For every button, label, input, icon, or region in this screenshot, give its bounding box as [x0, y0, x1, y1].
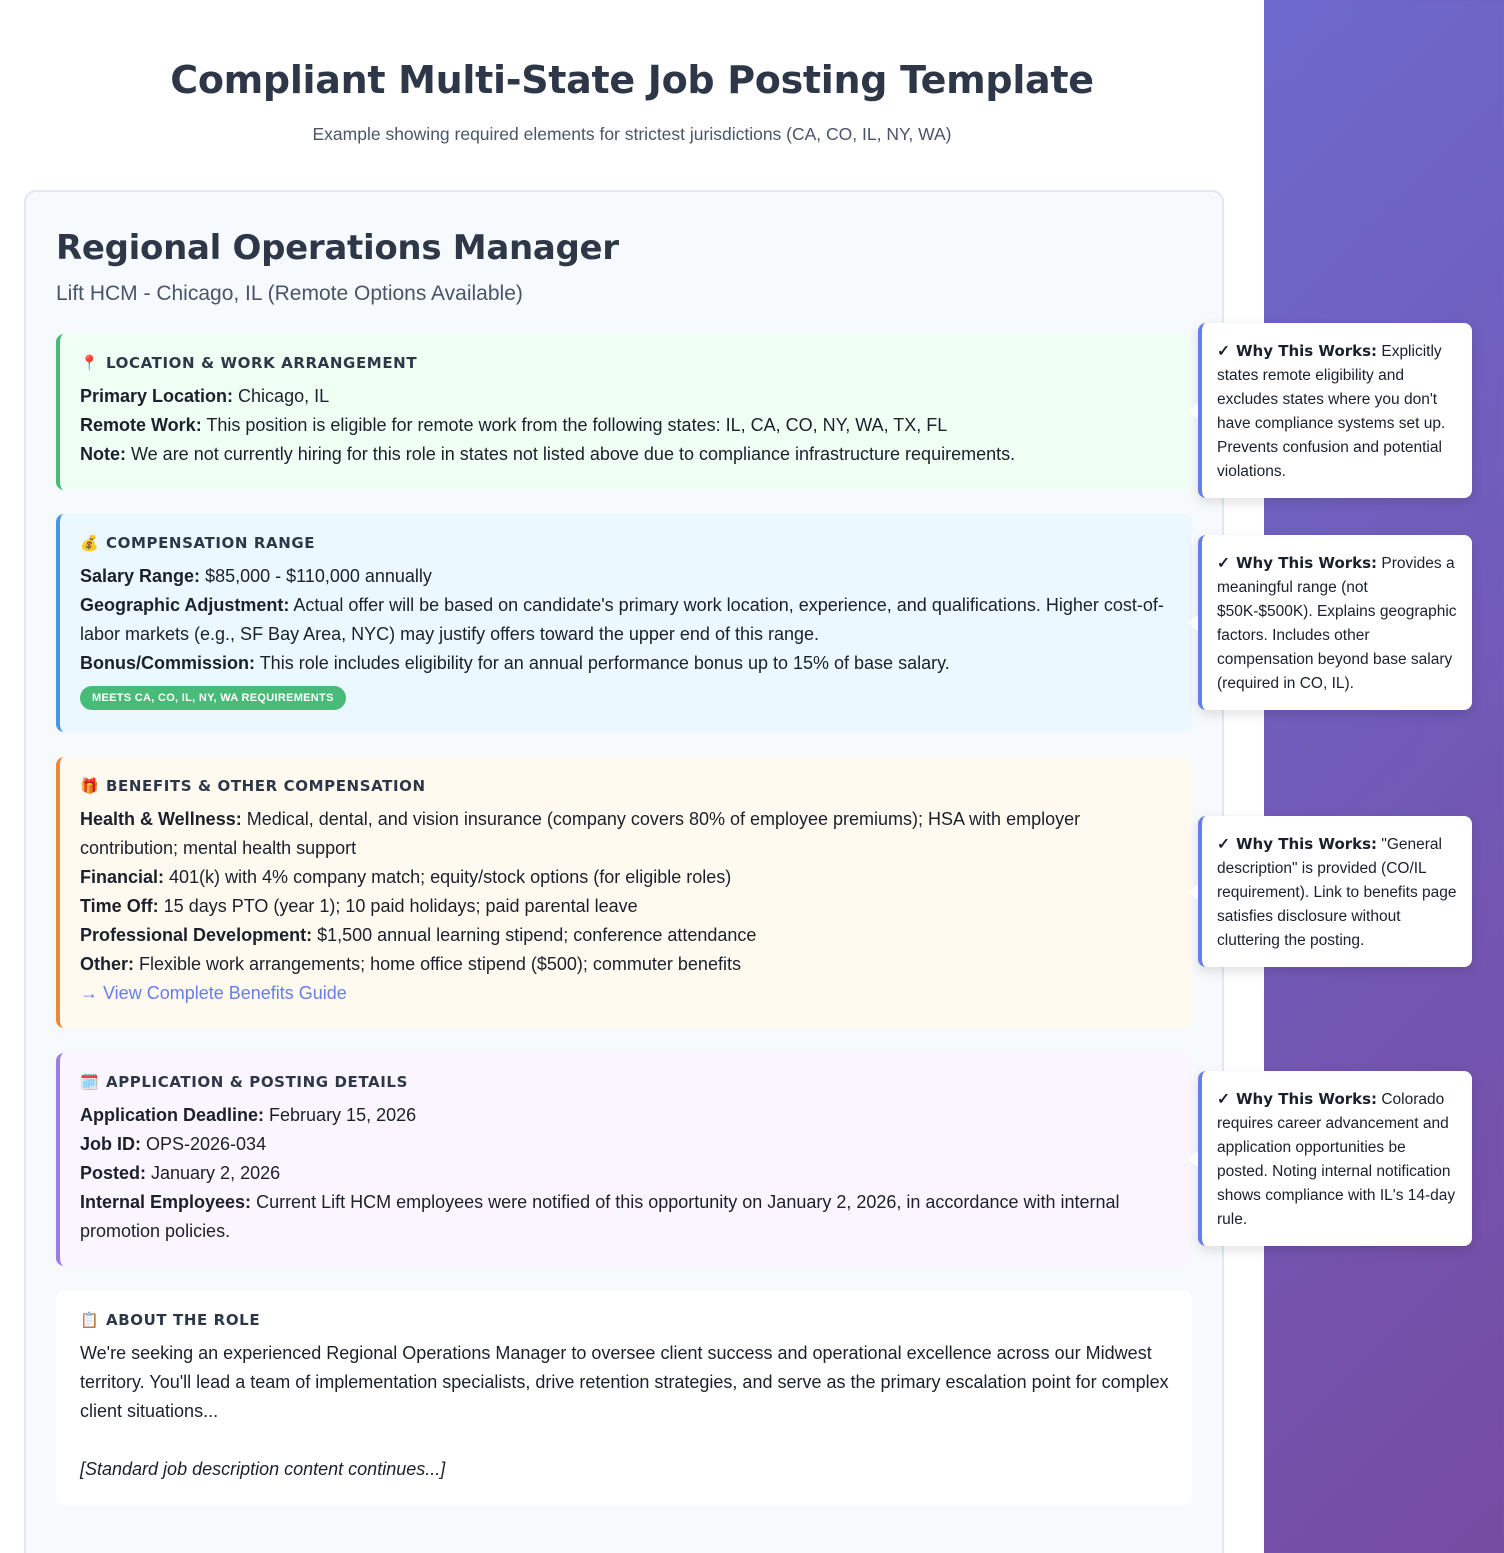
- benefits-guide-link[interactable]: → View Complete Benefits Guide: [80, 983, 347, 1003]
- detail-value: January 2, 2026: [146, 1163, 281, 1183]
- note-text: Explicitly states remote eligibility and excludes states where you don't have compliance systems set up. Prevents confusion and potential violations.: [1217, 343, 1446, 480]
- detail-label: Salary Range:: [80, 566, 201, 586]
- why-this-works-note-benefits: [1198, 816, 1472, 967]
- detail-label: Geographic Adjustment:: [80, 595, 290, 615]
- note-label: Why This Works:: [1236, 554, 1378, 572]
- detail-value: Flexible work arrangements; home office stipend ($500); commuter benefits: [134, 954, 741, 974]
- detail-label: Job ID:: [80, 1134, 141, 1154]
- section-application: [56, 1053, 1192, 1266]
- role-description: We're seeking an experienced Regional Operations Manager to oversee client success and operational excellence across our Midwest territory. You'll lead a team of implementation specialists, drive retention strategies, and serve as the primary escalation point for complex client situations...: [80, 1343, 1169, 1421]
- checkmark-icon: ✓: [1217, 836, 1230, 853]
- page-subtitle: Example showing required elements for strictest jurisdictions (CA, CO, IL, NY, WA): [312, 124, 952, 144]
- detail-line: [80, 649, 1172, 678]
- continuation-note: [Standard job description content continues...]: [80, 1459, 446, 1479]
- detail-value: Chicago, IL: [233, 386, 330, 406]
- section-title: LOCATION & WORK ARRANGEMENT: [106, 354, 418, 372]
- detail-value: Actual offer will be based on candidate's primary work location, experience, and qualifications. Higher cost-of-labor markets (e.g., SF Bay Area, NYC) may justify offers toward the upper end of this range.: [80, 595, 1164, 644]
- why-this-works-note-application: [1198, 1071, 1472, 1246]
- job-company-location: Lift HCM - Chicago, IL (Remote Options Available): [56, 282, 523, 305]
- detail-value: $85,000 - $110,000 annually: [200, 566, 432, 586]
- detail-line: [80, 591, 1172, 649]
- detail-label: Internal Employees:: [80, 1192, 252, 1212]
- checkmark-icon: ✓: [1217, 343, 1230, 360]
- detail-label: Remote Work:: [80, 415, 202, 435]
- detail-line: [80, 382, 1172, 411]
- section-compensation: [56, 514, 1192, 732]
- section-benefits: [56, 757, 1192, 1028]
- detail-label: Note:: [80, 444, 126, 464]
- page-header: [0, 0, 1264, 145]
- detail-value: 401(k) with 4% company match; equity/stock options (for eligible roles): [164, 867, 732, 887]
- note-text: Provides a meaningful range (not $50K-$500K). Explains geographic factors. Includes other compensation beyond base salary (required in CO, IL).: [1217, 555, 1457, 692]
- pushpin-icon: 📍: [80, 354, 100, 372]
- section-title: COMPENSATION RANGE: [106, 534, 316, 552]
- detail-value: February 15, 2026: [264, 1105, 417, 1125]
- detail-line: [80, 805, 1172, 863]
- why-this-works-note-location: [1198, 323, 1472, 498]
- section-title: ABOUT THE ROLE: [106, 1311, 261, 1329]
- compliance-badge: MEETS CA, CO, IL, NY, WA REQUIREMENTS: [80, 686, 346, 710]
- section-location: [56, 334, 1192, 490]
- detail-line: [80, 1130, 1172, 1159]
- gift-icon: 🎁: [80, 777, 100, 795]
- section-title: APPLICATION & POSTING DETAILS: [106, 1073, 408, 1091]
- section-title: BENEFITS & OTHER COMPENSATION: [106, 777, 426, 795]
- detail-label: Professional Development:: [80, 925, 313, 945]
- detail-line: [80, 921, 1172, 950]
- note-label: Why This Works:: [1236, 342, 1378, 360]
- detail-label: Bonus/Commission:: [80, 653, 256, 673]
- detail-value: $1,500 annual learning stipend; conference attendance: [312, 925, 757, 945]
- detail-value: OPS-2026-034: [141, 1134, 267, 1154]
- section-about-role: [56, 1291, 1192, 1505]
- detail-line: [80, 411, 1172, 440]
- checkmark-icon: ✓: [1217, 1091, 1230, 1108]
- detail-label: Health & Wellness:: [80, 809, 242, 829]
- detail-line: [80, 1101, 1172, 1130]
- job-posting-card: [24, 190, 1224, 1553]
- detail-value: This role includes eligibility for an annual performance bonus up to 15% of base salary.: [255, 653, 950, 673]
- job-title: Regional Operations Manager: [56, 228, 619, 268]
- section-heading: [80, 534, 1172, 552]
- detail-line: [80, 1159, 1172, 1188]
- detail-value: 15 days PTO (year 1); 10 paid holidays; paid parental leave: [158, 896, 638, 916]
- detail-line: [80, 1188, 1172, 1246]
- detail-label: Application Deadline:: [80, 1105, 265, 1125]
- detail-line: [80, 863, 1172, 892]
- detail-value: Medical, dental, and vision insurance (company covers 80% of employee premiums); HSA with employer contribution; mental health support: [80, 809, 1081, 858]
- detail-value: We are not currently hiring for this role in states not listed above due to compliance infrastructure requirements.: [126, 444, 1016, 464]
- section-heading: [80, 354, 1172, 372]
- note-text: "General description" is provided (CO/IL requirement). Link to benefits page satisfies disclosure without cluttering the posting.: [1217, 836, 1457, 949]
- section-heading: [80, 1073, 1172, 1091]
- detail-label: Other:: [80, 954, 134, 974]
- detail-label: Time Off:: [80, 896, 159, 916]
- note-label: Why This Works:: [1236, 835, 1378, 853]
- money-bag-icon: 💰: [80, 534, 100, 552]
- section-heading: [80, 1311, 1172, 1329]
- calendar-icon: 🗓️: [80, 1073, 100, 1091]
- detail-label: Posted:: [80, 1163, 147, 1183]
- detail-line: [80, 892, 1172, 921]
- checkmark-icon: ✓: [1217, 555, 1230, 572]
- clipboard-icon: 📋: [80, 1311, 100, 1329]
- section-heading: [80, 777, 1172, 795]
- note-text: Colorado requires career advancement and application opportunities be posted. Noting internal notification shows compliance with IL's 14-day rule.: [1217, 1091, 1456, 1228]
- detail-line: [80, 950, 1172, 979]
- detail-label: Financial:: [80, 867, 165, 887]
- detail-value: Current Lift HCM employees were notified of this opportunity on January 2, 2026, in accordance with internal promotion policies.: [80, 1192, 1120, 1241]
- detail-label: Primary Location:: [80, 386, 234, 406]
- page-title: Compliant Multi-State Job Posting Template: [170, 58, 1094, 102]
- why-this-works-note-compensation: [1198, 535, 1472, 710]
- detail-line: [80, 440, 1172, 469]
- detail-value: This position is eligible for remote work from the following states: IL, CA, CO, NY, WA, TX, FL: [201, 415, 948, 435]
- detail-line: [80, 562, 1172, 591]
- note-label: Why This Works:: [1236, 1090, 1378, 1108]
